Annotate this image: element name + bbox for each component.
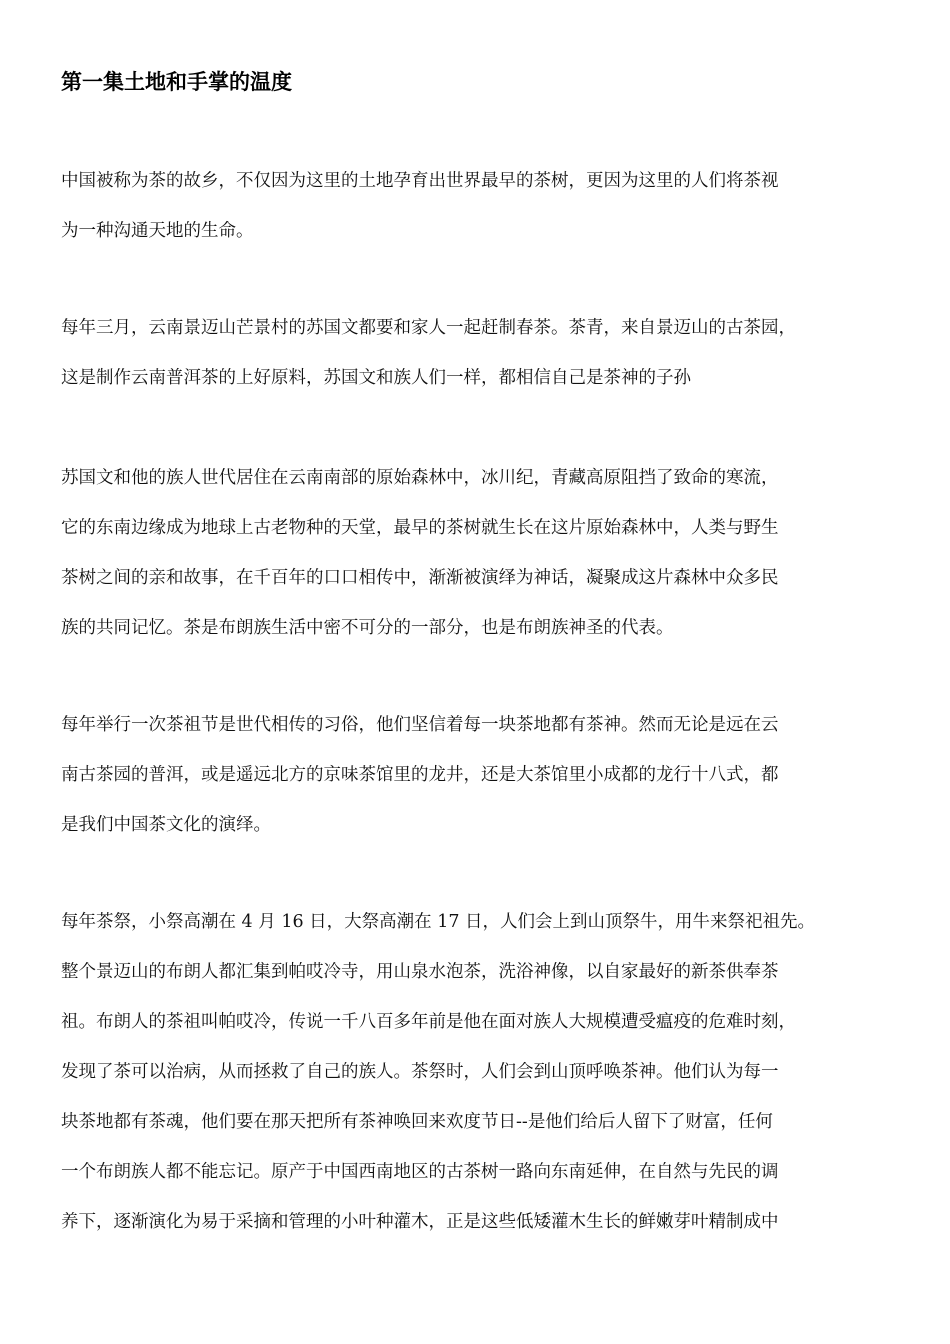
- paragraph-line: 块茶地都有茶魂，他们要在那天把所有茶神唤回来欢度节日--是他们给后人留下了财富，任何: [61, 1112, 773, 1132]
- paragraph-line: 为一种沟通天地的生命。: [61, 221, 254, 241]
- paragraph-line: 一个布朗族人都不能忘记。原产于中国西南地区的古茶树一路向东南延伸，在自然与先民的调: [61, 1162, 779, 1182]
- paragraph-forest-origin: [61, 453, 779, 653]
- paragraph-line: 中国被称为茶的故乡，不仅因为这里的土地孕育出世界最早的茶树，更因为这里的人们将茶视: [61, 171, 779, 191]
- paragraph-line: 这是制作云南普洱茶的上好原料，苏国文和族人们一样，都相信自己是茶神的子孙: [61, 368, 691, 388]
- paragraph-line: 养下，逐渐演化为易于采摘和管理的小叶种灌木，正是这些低矮灌木生长的鲜嫩芽叶精制成中: [61, 1212, 779, 1232]
- paragraph-intro: [61, 156, 779, 256]
- paragraph-spring-tea: [61, 303, 796, 403]
- paragraph-line: 是我们中国茶文化的演绎。: [61, 815, 271, 835]
- paragraph-line: 整个景迈山的布朗人都汇集到帕哎冷寺，用山泉水泡茶，洗浴神像，以自家最好的新茶供奉茶: [61, 962, 779, 982]
- paragraph-line: 苏国文和他的族人世代居住在云南南部的原始森林中，冰川纪，青藏高原阻挡了致命的寒流，: [61, 468, 779, 488]
- paragraph-line: 祖。布朗人的茶祖叫帕哎冷，传说一千八百多年前是他在面对族人大规模遭受瘟疫的危难时刻，: [61, 1012, 796, 1032]
- paragraph-line: 南古茶园的普洱，或是遥远北方的京味茶馆里的龙井，还是大茶馆里小成都的龙行十八式，都: [61, 765, 779, 785]
- paragraph-line: 它的东南边缘成为地球上古老物种的天堂，最早的茶树就生长在这片原始森林中，人类与野生: [61, 518, 779, 538]
- paragraph-line: 发现了茶可以治病，从而拯救了自己的族人。茶祭时，人们会到山顶呼唤茶神。他们认为每一: [61, 1062, 779, 1082]
- paragraph-line: 茶树之间的亲和故事，在千百年的口口相传中，渐渐被演绎为神话，凝聚成这片森林中众多民: [61, 568, 779, 588]
- paragraph-line: 每年三月，云南景迈山芒景村的苏国文都要和家人一起赶制春茶。茶青，来自景迈山的古茶园，: [61, 318, 796, 338]
- paragraph-tea-ritual: [61, 897, 815, 1247]
- paragraph-line: 每年茶祭，小祭高潮在 4 月 16 日，大祭高潮在 17 日，人们会上到山顶祭牛，用牛来祭祀祖先。: [61, 912, 816, 932]
- document-title: 第一集土地和手掌的温度: [61, 70, 292, 94]
- paragraph-line: 族的共同记忆。茶是布朗族生活中密不可分的一部分，也是布朗族神圣的代表。: [61, 618, 674, 638]
- paragraph-tea-festival: [61, 700, 779, 850]
- paragraph-line: 每年举行一次茶祖节是世代相传的习俗，他们坚信着每一块茶地都有茶神。然而无论是远在云: [61, 715, 779, 735]
